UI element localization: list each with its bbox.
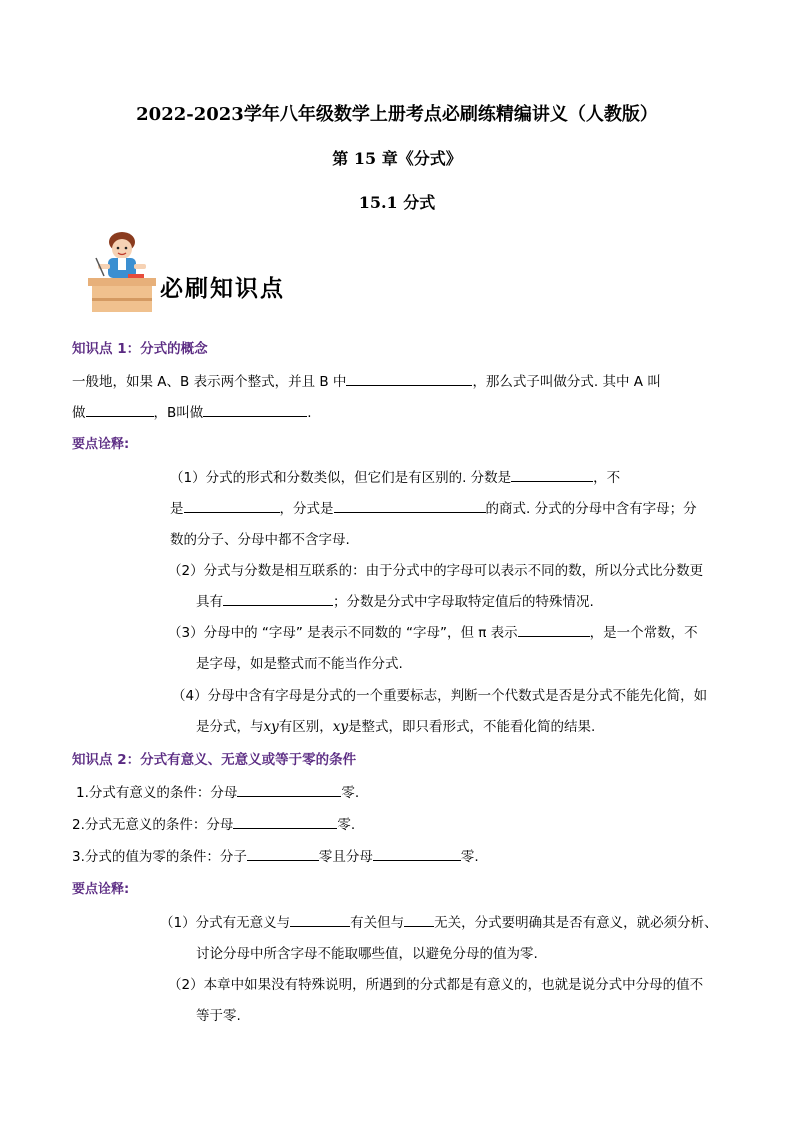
text: 2.分式无意义的条件：分母 [72,817,234,833]
text: 是整式，即只看形式，不能看化简的结果. [348,719,596,735]
text: ，不 [593,470,621,486]
text: 零. [337,817,356,833]
k1-line2-c: . [307,405,312,421]
k2-c3 [72,845,479,865]
k2-p2-l2: 等于零. [196,1008,241,1024]
text: ，分式是 [279,501,334,517]
text: （1）分式的形式和分数类似，但它们是有区别的. 分数是 [170,470,512,486]
k1-line2 [72,401,312,421]
blank [518,624,590,637]
blank [237,784,341,797]
text: 的商式. 分式的分母中含有字母；分 [485,501,697,517]
k1-p1-l3: 数的分子、分母中都不含字母. [170,532,350,548]
k1-line1-a: 一般地，如果 A、B 表示两个整式，并且 B 中 [72,374,347,390]
text: （3）分母中的 “字母” 是表示不同数的 “字母”，但 π 表示 [168,625,518,641]
k1-p1-l2 [170,497,697,517]
page-title: 2022-2023学年八年级数学上册考点必刷练精编讲义（人教版） [136,104,658,125]
k2-c1 [76,781,359,801]
k2-heading: 知识点 2：分式有意义、无意义或等于零的条件 [72,752,357,768]
k1-heading: 知识点 1：分式的概念 [72,341,208,357]
text: 1.分式有意义的条件：分母 [76,785,238,801]
chapter-title: 第 15 章《分式》 [332,149,462,168]
k1-p4-l1: （4）分母中含有字母是分式的一个重要标志，判断一个代数式是否是分式不能先化简，如 [172,688,708,704]
k1-line2-b: ，B叫做 [153,405,204,421]
k1-line2-a: 做 [72,405,86,421]
k1-line1 [72,370,661,390]
banner [82,228,312,320]
text: 是分式，与 [196,719,264,735]
k1-p2-l1: （2）分式与分数是相互联系的：由于分式中的字母可以表示不同的数，所以分式比分数更 [168,563,704,579]
text: ，是一个常数，不 [589,625,698,641]
blank [184,500,280,513]
text: 有区别， [278,719,333,735]
text: 零且分母 [318,849,373,865]
blank [404,914,434,927]
k1-p1-l1 [170,466,620,486]
k2-p1-l2: 讨论分母中所含字母不能取哪些值，以避免分母的值为零. [196,946,538,962]
blank [346,373,472,386]
blank [290,914,350,927]
blank [233,816,337,829]
k1-p3-l1 [168,621,698,641]
teacher-at-desk-icon [82,228,162,320]
blank [247,848,319,861]
k1-line1-b: ，那么式子叫做分式. 其中 A 叫 [472,374,661,390]
k2-note: 要点诠释: [72,882,130,897]
blank [373,848,461,861]
text: 零. [460,849,479,865]
text: 有关但与 [350,915,405,931]
k1-p4-l2 [196,715,595,735]
math-xy: xy [263,719,279,735]
text: 零. [341,785,360,801]
banner-text: 必刷知识点 [160,276,285,302]
text: 具有 [196,594,223,610]
blank [203,404,307,417]
blank [86,404,154,417]
text: 无关，分式要明确其是否有意义，就必须分析、 [434,915,718,931]
text: （1）分式有无意义与 [160,915,291,931]
section-title: 15.1 分式 [358,193,436,212]
text: ；分数是分式中字母取特定值后的特殊情况. [333,594,594,610]
k2-c2 [72,813,355,833]
k1-p3-l2: 是字母，如是整式而不能当作分式. [196,656,403,672]
text: 是 [170,501,184,517]
k2-p1-l1 [160,911,718,931]
blank [334,500,486,513]
math-xy: xy [332,719,348,735]
blank [511,469,593,482]
text: 3.分式的值为零的条件：分子 [72,849,247,865]
k2-p2-l1: （2）本章中如果没有特殊说明，所遇到的分式都是有意义的，也就是说分式中分母的值不 [168,977,704,993]
blank [223,593,333,606]
k1-note: 要点诠释: [72,437,130,452]
k1-p2-l2 [196,590,594,610]
